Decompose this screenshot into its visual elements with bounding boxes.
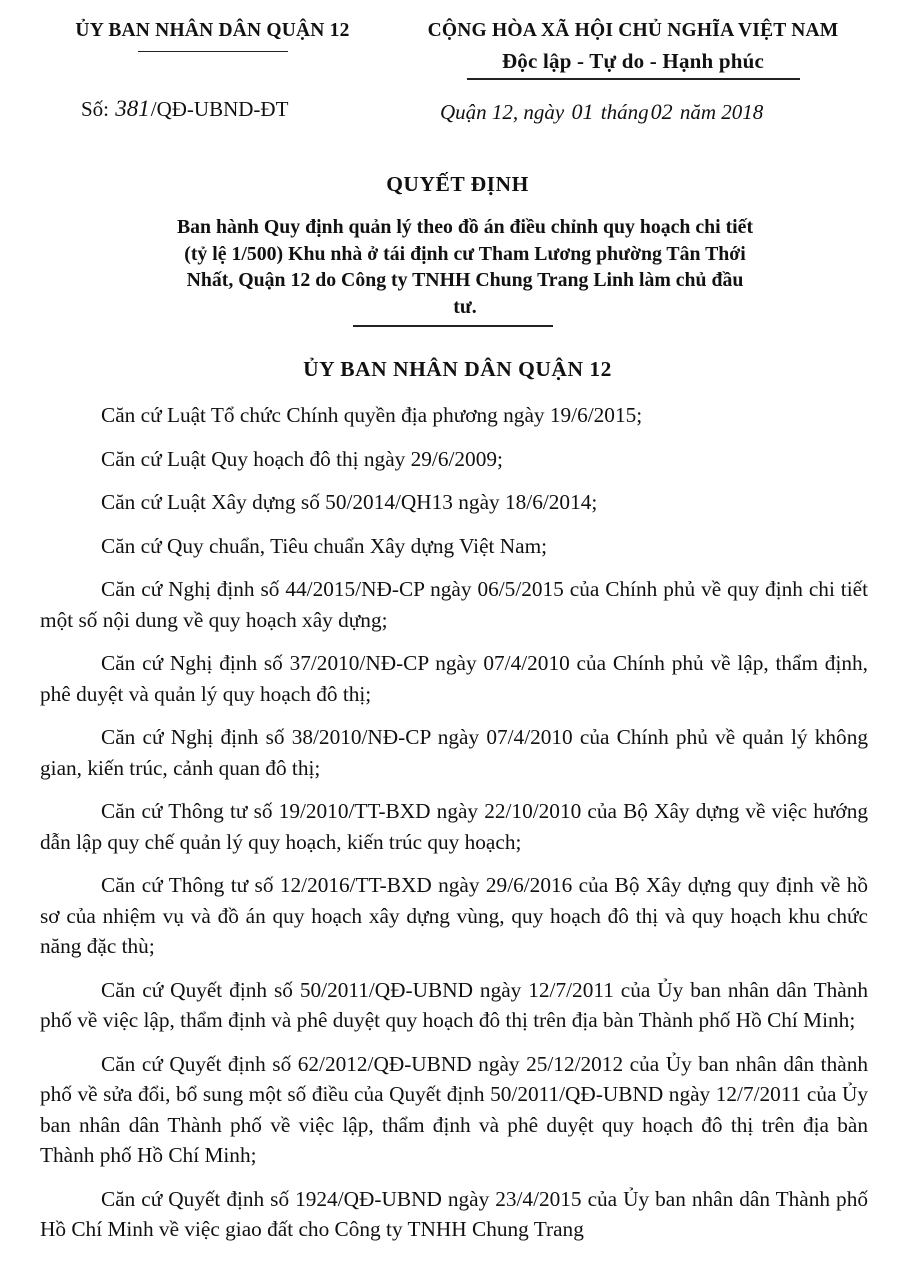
legal-basis-paragraph: Căn cứ Thông tư số 12/2016/TT-BXD ngày 29/6/2016 của Bộ Xây dựng quy định về hồ sơ của nhiệm vụ và đồ án quy hoạch xây dựng vùng, quy hoạch đô thị và quy hoạch khu chức năng đặc thù;: [40, 873, 868, 958]
legal-basis-paragraph: Căn cứ Luật Tổ chức Chính quyền địa phương ngày 19/6/2015;: [101, 403, 643, 427]
document-number: [81, 96, 288, 122]
date-place: Quận 12, ngày: [440, 100, 565, 124]
legal-basis-paragraph: Căn cứ Luật Quy hoạch đô thị ngày 29/6/2009;: [101, 446, 503, 471]
doc-number-prefix: Số:: [81, 97, 110, 121]
document-subtitle: Ban hành Quy định quản lý theo đồ án điều chỉnh quy hoạch chi tiết (tỷ lệ 1/500) Khu nhà ở tái định cư Tham Lương phường Tân Thới Nhất, Quận 12 do Công ty TNHH Chung Trang Linh làm chủ đầu tư.: [176, 216, 754, 318]
issue-date: [440, 99, 763, 125]
legal-basis-paragraph: Căn cứ Nghị định số 44/2015/NĐ-CP ngày 06/5/2015 của Chính phủ về quy định chi tiết một số nội dung về quy hoạch xây dựng;: [40, 577, 868, 632]
date-month-label: tháng: [600, 100, 649, 124]
legal-basis-paragraph: Căn cứ Quyết định số 62/2012/QĐ-UBND ngày 25/12/2012 của Ủy ban nhân dân thành phố về sửa đổi, bổ sung một số điều của Quyết định 50/2011/QĐ-UBND ngày 12/7/2011 của Ủy ban nhân dân Thành phố về việc lập, thẩm định và phê duyệt quy hoạch đô thị trên địa bàn Thành phố Hồ Chí Minh;: [40, 1051, 868, 1167]
legal-basis-paragraph: Căn cứ Nghị định số 37/2010/NĐ-CP ngày 07/4/2010 của Chính phủ về lập, thẩm định, phê duyệt và quản lý quy hoạch đô thị;: [40, 651, 868, 706]
national-motto: Độc lập - Tự do - Hạnh phúc: [501, 49, 765, 73]
motto-underline: [467, 78, 800, 80]
legal-basis-paragraph: Căn cứ Quy chuẩn, Tiêu chuẩn Xây dựng Việt Nam;: [101, 533, 548, 558]
agency-header: [40, 20, 385, 52]
date-month: 02: [650, 99, 673, 124]
legal-basis-paragraph: Căn cứ Luật Xây dựng số 50/2014/QH13 ngày 18/6/2014;: [101, 490, 598, 514]
national-header: [388, 20, 878, 80]
document-body: [40, 400, 868, 1245]
document-title: QUYẾT ĐỊNH: [386, 172, 529, 196]
country-name: CỘNG HÒA XÃ HỘI CHỦ NGHĨA VIỆT NAM: [427, 20, 839, 41]
agency-name: ỦY BAN NHÂN DÂN QUẬN 12: [75, 20, 350, 41]
subtitle-underline: [353, 325, 553, 327]
doc-number-suffix: /QĐ-UBND-ĐT: [150, 97, 289, 121]
legal-basis-paragraph: Căn cứ Thông tư số 19/2010/TT-BXD ngày 22/10/2010 của Bộ Xây dựng về việc hướng dẫn lập quy chế quản lý quy hoạch, kiến trúc quy hoạch;: [40, 799, 868, 854]
date-year: năm 2018: [679, 100, 764, 124]
legal-basis-paragraph: Căn cứ Quyết định số 1924/QĐ-UBND ngày 23/4/2015 của Ủy ban nhân dân Thành phố Hồ Chí Minh về việc giao đất cho Công ty TNHH Chung Trang: [40, 1186, 868, 1241]
agency-underline: [138, 51, 288, 52]
legal-basis-paragraph: Căn cứ Nghị định số 38/2010/NĐ-CP ngày 07/4/2010 của Chính phủ về quản lý không gian, kiến trúc, cảnh quan đô thị;: [40, 725, 868, 780]
legal-basis-paragraph: Căn cứ Quyết định số 50/2011/QĐ-UBND ngày 12/7/2011 của Ủy ban nhân dân Thành phố về việc lập, thẩm định và phê duyệt quy hoạch đô thị trên địa bàn Thành phố Hồ Chí Minh;: [40, 977, 868, 1032]
issuing-authority: ỦY BAN NHÂN DÂN QUẬN 12: [303, 357, 612, 381]
doc-number-handwritten: 381: [115, 96, 150, 121]
date-day: 01: [571, 99, 594, 124]
